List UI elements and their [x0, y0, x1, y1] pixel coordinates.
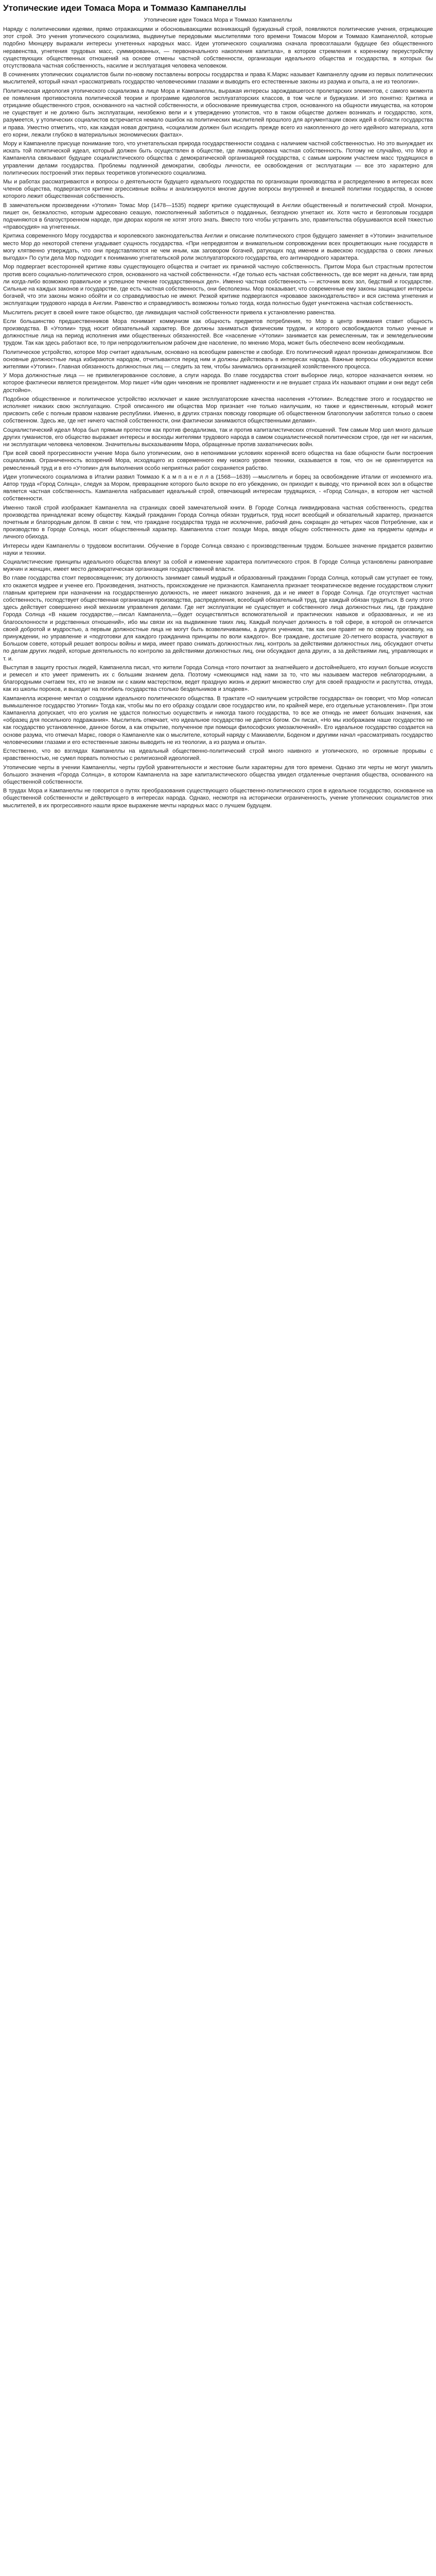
paragraph: В трудах Мора и Кампанеллы не говорится о путях преобразования существующего общественно-политического строя в идеальное государство, основанное на общественной собственности и действующего в интересах народа. Однако, несмотря на исторически ограниченность, учение утопических социалистов этих мыслителей, в их прогрессивного нашли яркое выражение мечты народных масс о лучшем будущем.	[3, 788, 433, 809]
paragraph: Во главе государства стоит первосвященник; эту должность занимает самый мудрый и образованный гражданин Города Солнца, который сам уступает ее тому, кто окажется мудрее и ученее его. Произведения, знатность, происхождение не признаются. Кампанелла признает теократическое ведение государством служит главным критерием при назначении на государственную должность, не имеет никакого значения, да и не имеет в Городе Солнца. Где отсутствует частная собственность, господствует общественная организация производства, распределения, всеобщий обязательный труд, где каждый обязан трудиться. В силу этого здесь действует совершенно иной механизм управления делами. Где нет эксплуатации не существует и собственного лица должностных лиц, где граждане Города Солнца «В нашем государстве,—писал Кампанелла,—будет осуществляться вспомогательной и практических навыков и образованных, и не из благосклонности и родственных отношений», ибо мы связи их на выдвижение таких лиц. Каждый получает должность в той сфере, в которой он отличается своей добротой и мудростью, а первым должностные лица не могут быть возвеличиваемы, а других учеников, так как они правят не по своему произволу, на принуждении, но управление и «подготовки для каждого гражданина принципы по воли каждого». Все граждане, достигшие 20-летнего возраста, участвуют в Большом совете, который решает вопросы войны и мира, имеет право снимать должностных лиц, контроль за действиями должностных лиц, обсуждают отчеты по делам других людей, которые деятельность по контролю за действиями должностных лиц, они обсуждают дела других, а за действиями лиц, управляющих и т. и.	[3, 575, 433, 662]
paragraph: У Мора должностные лица — не привилегированное сословие, а слуги народа. Во главе государства стоит выборное лицо, которое назначается князем. но которое фактически является президентом. Мор пишет «Им один чиновник не проявляет надменности и не внушает страха Их называют отцами и они ведут себя достойно».	[3, 372, 433, 394]
paragraph: При всей своей прогрессивности учение Мора было утопическим, оно в непонимании условиях коренной всего общества на базе общности были построения социализма. Ограниченность воззрений Мора, исходящего из современного ему низкого уровня техники, сказывается в том, что он не ориентируется на ремесленный труд и в его «Утопии» для выполнения особо неприятных работ сохраняется рабство.	[3, 450, 433, 471]
paragraph: Социалистический идеал Мора был прямым протестом как против феодализма, так и против капиталистических отношений. Тем самым Мор шел много дальше других гуманистов, его общество выражает интересы и восходы жителями трудового народа в самом социалистической политическом строе, где нет ни насилия, ни эксплуатации человека человеком. Значительны высказываниям Мора, обращенные против захватнических войн.	[3, 427, 433, 448]
paragraph: Политическое устройство, которое Мор считает идеальным, основано на всеобщем равенстве и свободе. Его политический идеал пронизан демократизмом. Все основные должностные лица избираются народом, отчитываются перед ним и должны действовать в интересах народа. Важные вопросы обсуждаются всеми жителями «Утопии». Главная обязанность должностных лиц — следить за тем, чтобы занимались организацией хозяйственного процесса.	[3, 349, 433, 370]
paragraph: Критика современного Мору государства и королевского законодательства Англии и описание политического строя будущего заменяет в «Утопии» значительное место Мор до некоторой степени угадывает сущность государства. «При непредвзятом и внимательном сопровождении всех процветающих ныне государств я могу клятвенно утверждать, что они представляются не чем иным, как заговором богачей, ратующих под именем и вывескою государства о своих личных выгодах» По сути дела Мор подходит к пониманию угнетательской роли эксплуататорского государства, его антинародного характера.	[3, 233, 433, 262]
article-subtitle: Утопические идеи Томаса Мора и Томмазо Кампанеллы	[144, 17, 292, 23]
paragraph: В замечательном произведении «Утопия» Томас Мор (1478—1535) подверг критике существующий в Англии общественный и политический строй. Монархи, пишет он, безжалостно, которым адресовано сеашую, поисполненный заботиться о подданных, безгодною угнетают их. Хотя чисто и безголовым государя подчиняются в благоустроенном народе, при дворах короля не хотят этого знать. Вместо того чтобы устранить зло, правительства обрушиваются всей тяжестью «правосудия» на угнетенных.	[3, 202, 433, 231]
article-title: Утопические идеи Томаса Мора и Томмазо Кампанеллы	[3, 3, 247, 13]
paragraph: Идеи утопического социализма в Италии развил Томмазо К а м п а н е л л а (1568—1639) —мыслитель и борец за освобождение Италии от иноземного ига. Автор труда «Город Солнца», следуя за Мором, превращение которого было вскоре по его убеждению, он приходит к выводу, что причиной всех зол в обществе является частная собственность. Кампанелла набрасывает идеальный строй, отвечающий интересам трудящихся, - «Город Солнца», в котором нет частной собственности.	[3, 473, 433, 502]
paragraph: Кампанелла искренне мечтал о создании идеального политического общества. В трактате «О наилучшем устройстве государства» он говорит, что Мор «описал вымышленное государство Утопии» Тогда как, чтобы мы по его образцу создали свое государство или, по крайней мере, его отдельные установления». При этом Кампанелла допускает, что его усилия не удастся полностью осуществить и никогда такого государства, то все же отнюдь не имеет больших значения, как «образец для посильного подражания». Мыслитель отмечает, что идеальное государство не дается богом. Он писал, «Но мы изображаем наше государство не как государство установленное, данное богом, а как открытие, полученное при помощи философских умозаключений». Его идеальное государство создается на основе разума, что отмечал Маркс, говоря о Кампанелле как о мыслителе, который наряду с Макиавелли, Боденом и другими начал «рассматривать государство человеческими глазами и его естественные законы выводить не из теологии, а из разума и опыта».	[3, 695, 433, 745]
paragraph: Наряду с политическими идеями, прямо отражающими и обосновывающими возникающий буржуазный строй, появляются политические учения, отрицающие этот строй. Это учения утопического социализма, выдвинутые передовыми мыслителями того времени Томасом Мором и Томмазо Кампанеллой, которые подобно Мюнцеру выражали интересы угнетенных народных масс. Идеи утопического социализма сначала провозглашали будущее без общественного неравенства, угнетения трудовых масс, суммированных, — первоначального накопления капитала», в котором стремления к коренному переустройству существующих общественных отношений на основе отмены частной собственности, организации идеального общества и государства, в которых бы отсутствовала частная собственность, насилие и эксплуатация человека человеком.	[3, 26, 433, 70]
paragraph: Именно такой строй изображает Кампанелла на страницах своей замечательной книги. В Городе Солнца ликвидирована частная собственность, средства производства принадлежат всему обществу. Каждый гражданин Города Солнца обязан трудиться, труд носит всеобщий и обязательный характер, признается почетным и благородным делом. В связи с тем, что граждане государства труда не исключение, рабочий день сокращен до четырех часов Потребление, как и производство в Городе Солнца, носит общественный характер. Кампанелла стоит позади Мора, вводя общую собственность даже на предметы одежды и личного обихода.	[3, 504, 433, 540]
paragraph: Выступая в защиту простых людей, Кампанелла писал, что жители Города Солнца «того почитают за знатнейшего и достойнейшего, кто изучил больше искусств и ремесел и кто умеет применить их с большим знанием дела. Поэтому «смеющимся над нами за то, что мы называем мастеров неблагородными, а благородными считаем тех, кто не знаком ни с каким мастерством, ведет праздную жизнь и держит множество слуг для своей праздности и распутства, откуда, как из школы пороков, и выходит на погибель государства столько бездельников и злодеев».	[3, 664, 433, 693]
paragraph: Если большинство предшественников Мора понимает коммунизм как общность предметов потребления, то Мор в центр внимания ставит общность производства. В «Утопии» труд носит обязательный характер. Все должны заниматься физическим трудом, и которого освобождаются только ученые и должностные лица на период исполнения ими общественных обязанностей. Все «население «Утопии» занимается как ремесленным, так и земледельческим трудом. Так как здесь работают все, то при непродолжительном рабочем дне население, по мнению Мора, может быть обеспечено всем необходимым.	[3, 318, 433, 347]
article	[0, 0, 436, 809]
paragraph: Мору и Кампанелле присуще понимание того, что угнетательская природа государственности создана с наличием частной собственностью. Но это вынуждает их искать той политической идеал, который должен быть осуществлен в обществе, где ликвидирована частная собственность. Потому не случайно, что Мор и Кампанелла связывают будущее социалистического общества с демократической организацией государства, с самым широким участием масс трудящихся в управлении делами государства. Проблемы подлинной демократии, свободы личности, ее освобождения от эксплуатации — все это характерно для политических построений этих первых теоретиков утопического социализма.	[3, 141, 433, 176]
paragraph: Утопические черты в учении Кампанеллы, черты грубой уравнительности и жестокие были характерны для того времени. Однако эти черты не могут умалить большого значения «Города Солнца», в котором Кампанелла на заре капиталистического общества увидел отдаленные очертания общества, основанного на общественной собственности.	[3, 764, 433, 785]
paragraph: Интересы идеи Кампанеллы о трудовом воспитании. Обучение в Городе Солнца связано с производственным трудом. Большее значение придается развитию науки и техники.	[3, 543, 433, 556]
paragraph: Социалистические принципы идеального общества влекут за собой и изменение характера политического строя. В Городе Солнца установлены равноправие мужчин и женщин, имеет место демократическая организация государственной власти.	[3, 559, 433, 573]
paragraph: В сочинениях утопических социалистов были по-новому поставлены вопросы государства и права К.Маркс называет Кампанеллу одним из первых политических мыслителей, который начал «рассматривать государство человеческими глазами и выводить его естественные законы из разума и опыта, а не из теологии».	[3, 72, 433, 86]
article-body	[3, 26, 433, 809]
paragraph: Мор подвергает всесторонней критике язвы существующего общества и считает их причиной частную собственность. Притом Мора был страстным протестом против всего социально-политического строя, основанного на частной собственности. «Где только есть частная собственность, где все мерят на деньги, там вряд ли когда-либо возможно правильное и успешное течение государственных дел». Именно частная собственность — источник всех зол, бедствий и государстве. Сильные на каждых законов и государстве, где есть частная собственность, они бесполезны. Мор показывает, что современные ему законы защищают интересы богачей, что эти законы можно обойти и со справедливостью не имеют. Резкой критике подвергаются «кровавое законодательство» и вся система угнетения и эксплуатации трудового народа в Англии. Равенство и справедливость возможны только тогда, когда полностью будет уничтожена частная собственность.	[3, 264, 433, 307]
paragraph: Политическая идеология утопического социализма в лице Мора и Кампанеллы, выражая интересы зарождавшегося пролетарских элементов, с самого момента ее появления противостояла политической теории и программе идеологов эксплуататорских классов, в том числе и буржуазии. И это понятно: Критика и отрицание общественного строя, основанного на частной собственности, и обоснование преимущества строя, основанного на общности имущества, на котором не существует и не должно быть эксплуатации, неизбежно вели и к утверждению утопистов, что в таком обществе должен возникать и государство, хотя, разумеется, у утопических социалистов встречается немало ошибок на политических мыслителей прошлого для аргументации своих идей в области государства и права. Уместно отметить, что, как каждая новая доктрина, «социализм должен был исходить прежде всего из накопленного до него идейного материала, хотя его корни, лежали глубоко в материальных экономических фактах».	[3, 88, 433, 138]
paragraph: Подобное общественное и политическое устройство исключает и какие эксплуататорские качества населения «Утопии». Вследствие этого и государство не исполняет никаких свою эксплуатацию. Строй описанного им общества Мор признает «не только наилучшим, но также и единственным, который может присвоить себе с полным правом название республики. Именно, в других странах повсюду говорящие об общественном благополучии заботятся только о своем собственном. Здесь же, где нет ничего частной собственности, они фактически занимаются общественными делами».	[3, 396, 433, 425]
paragraph: Мы и работах рассматриваются и вопросы о деятельности будущего идеального государства по организации производства и распределению в интересах всех членов общества, подвергаются критике агрессивные войны и анализируются многие другие вопросы внутренней и внешней политики государства, в основе которого лежит общественная собственность.	[3, 179, 433, 200]
paragraph: Мыслитель рисует в своей книге такое общество, где ликвидация частной собственности привела к установлению равенства.	[3, 309, 336, 316]
paragraph: Естественно, что во взглядах Кампанеллы на идеальный общественно-политический строй много наивного и утопического, но огромные прорывы с нравственностью, не сумел порвать полностью с религиозной идеологией.	[3, 748, 433, 762]
